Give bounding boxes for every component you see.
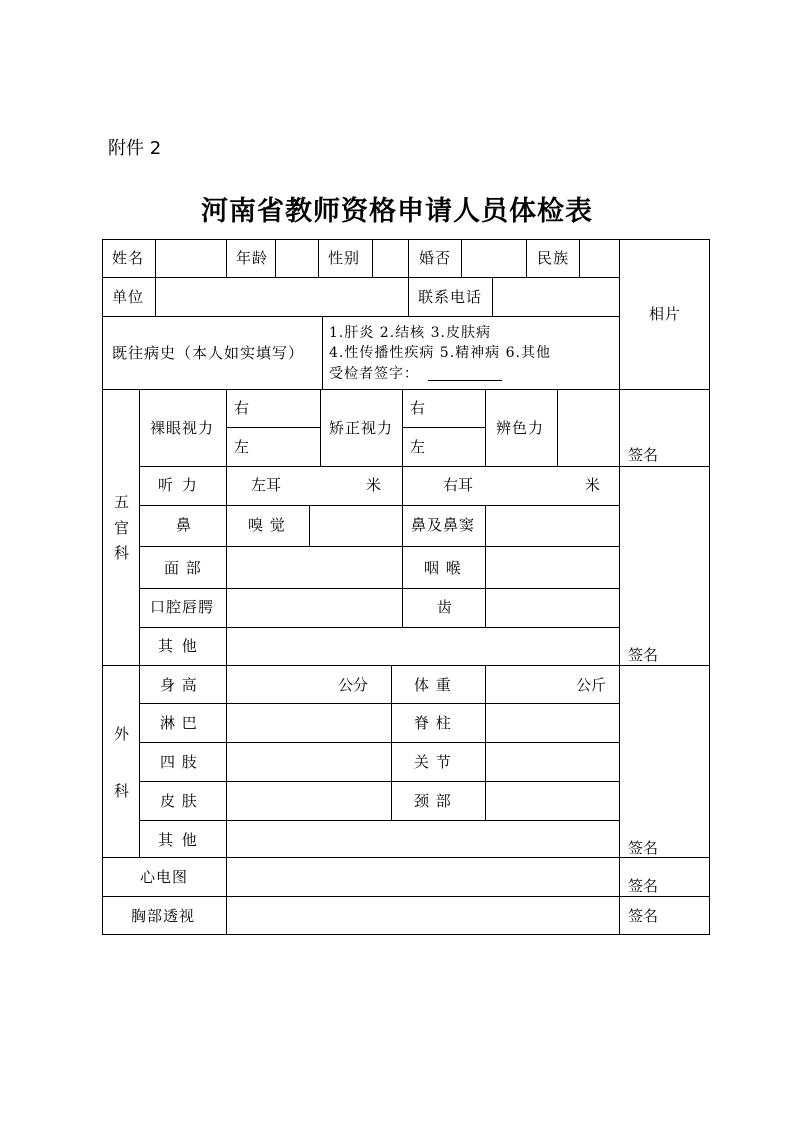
chest-xray-label: 胸部透视 — [131, 907, 196, 925]
marital-label: 婚否 — [419, 249, 452, 267]
corrected-vision-right: 右 — [410, 399, 426, 417]
throat-label: 咽 喉 — [424, 559, 462, 577]
form-title: 河南省教师资格申请人员体检表 — [201, 196, 593, 227]
name-label: 姓名 — [112, 249, 145, 267]
height-unit: 公分 — [338, 676, 369, 694]
surgery-section-char-2: 科 — [114, 782, 130, 800]
unit-label: 单位 — [112, 288, 145, 306]
hearing-label: 听 力 — [158, 476, 199, 494]
corrected-vision-left: 左 — [410, 438, 426, 456]
ent-section-char-2: 官 — [114, 519, 130, 537]
ent-signature: 签名 — [628, 646, 659, 664]
corrected-vision-label: 矫正视力 — [329, 419, 394, 437]
naked-vision-left: 左 — [234, 438, 250, 456]
spine-label: 脊 柱 — [414, 714, 452, 732]
teeth-label: 齿 — [437, 598, 453, 616]
left-ear-unit: 米 — [366, 476, 382, 494]
lymph-label: 淋 巴 — [160, 714, 198, 732]
joints-label: 关 节 — [414, 753, 452, 771]
face-label: 面 部 — [164, 559, 202, 577]
naked-vision-label: 裸眼视力 — [150, 419, 215, 437]
ecg-label: 心电图 — [140, 868, 189, 886]
ethnicity-label: 民族 — [537, 249, 570, 267]
ent-section-char-1: 五 — [114, 493, 130, 511]
naked-vision-right: 右 — [234, 399, 250, 417]
ent-section-char-3: 科 — [114, 544, 130, 562]
attachment-label: 附件 2 — [108, 138, 162, 159]
age-label: 年龄 — [236, 249, 269, 267]
surgery-signature: 签名 — [628, 839, 659, 857]
neck-label: 颈 部 — [414, 792, 452, 810]
surgery-other-label: 其 他 — [158, 831, 199, 849]
limbs-label: 四 肢 — [160, 753, 198, 771]
photo-label: 相片 — [649, 305, 682, 323]
left-ear-label: 左耳 — [251, 476, 282, 494]
color-vision-label: 辨色力 — [496, 419, 545, 437]
height-label: 身 高 — [160, 676, 198, 694]
nose-label: 鼻 — [176, 516, 192, 534]
surgery-section-char-1: 外 — [114, 725, 130, 743]
weight-unit: 公斤 — [576, 676, 607, 694]
ent-vision-signature: 签名 — [628, 446, 659, 464]
phone-label: 联系电话 — [418, 288, 483, 306]
right-ear-unit: 米 — [585, 476, 601, 494]
nasal-sinus-label: 鼻及鼻窦 — [411, 516, 476, 534]
history-options-line1: 1.肝炎 2.结核 3.皮肤病 — [329, 325, 491, 341]
weight-label: 体 重 — [414, 676, 452, 694]
right-ear-label: 右耳 — [443, 476, 474, 494]
gender-label: 性别 — [328, 249, 361, 267]
ent-other-label: 其 他 — [158, 637, 199, 655]
mouth-lips-label: 口腔唇腭 — [150, 598, 215, 616]
ecg-signature: 签名 — [628, 877, 659, 895]
smell-label: 嗅 觉 — [248, 516, 286, 534]
history-label: 既往病史（本人如实填写） — [112, 344, 305, 362]
history-options-line2: 4.性传播性疾病 5.精神病 6.其他 — [329, 345, 551, 361]
chest-xray-signature: 签名 — [628, 907, 659, 925]
signature-prompt: 受检者签字： — [329, 366, 419, 382]
signature-blank[interactable] — [428, 380, 502, 381]
skin-label: 皮 肤 — [160, 792, 198, 810]
